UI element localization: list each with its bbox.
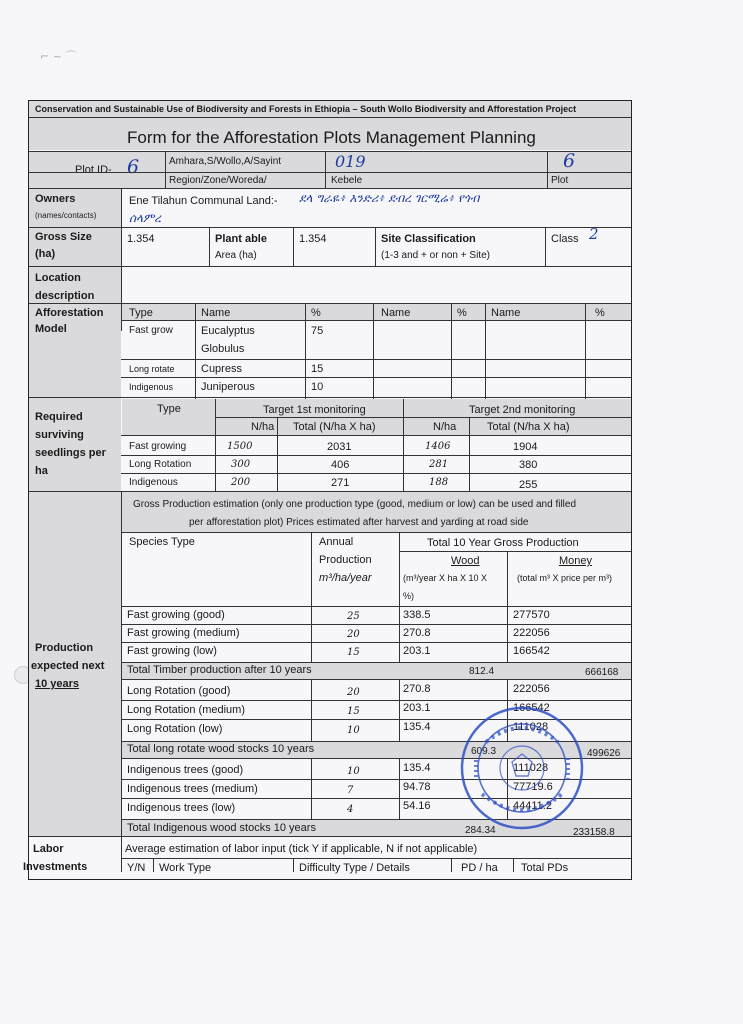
class-value: 2 (589, 225, 599, 243)
long-low-name: Long Rotation (low) (127, 723, 223, 735)
seedlings-long-n2: 281 (429, 459, 449, 470)
seedlings-indig-n2: 188 (429, 477, 449, 488)
plot-label: Plot (551, 175, 569, 186)
total-long-wood: 609.3 (471, 746, 497, 757)
total-timber-wood: 812.4 (469, 666, 495, 677)
seedlings-indig-n1: 200 (231, 477, 251, 488)
nha-1-header: N/ha (251, 421, 275, 433)
indig-good-annual: 10 (347, 766, 360, 777)
afm-row1-type: Fast grow (129, 325, 173, 336)
region-value: Amhara,S/Wollo,A/Sayint (169, 156, 282, 167)
long-low-money: 111028 (513, 721, 549, 733)
official-stamp (456, 702, 588, 834)
total-timber-label: Total Timber production after 10 years (127, 664, 312, 676)
plantable-label: Plant able (215, 233, 267, 245)
fast-good-money: 277570 (513, 609, 550, 621)
fast-low-wood: 203.1 (403, 645, 431, 657)
long-medium-annual: 15 (347, 706, 360, 717)
seedlings-indig-t1: 271 (331, 477, 350, 489)
kebele-value: 019 (335, 152, 366, 171)
afm-header-name: Name (201, 307, 231, 319)
annual-header-2: Production (319, 554, 372, 566)
wood-sub-1: (m³/year X ha X 10 X (403, 573, 488, 583)
seedlings-long-t2: 380 (519, 459, 538, 471)
annual-header-3: m³/ha/year (319, 572, 372, 584)
project-title: Conservation and Sustainable Use of Biodiversity and Forests in Ethiopia – South Wollo Biodiversity and Afforestation Project (35, 104, 577, 114)
afforestation-label-2: Model (35, 323, 67, 335)
long-medium-name: Long Rotation (medium) (127, 704, 246, 716)
owners-sublabel: (names/contacts) (35, 211, 97, 220)
indig-medium-money: 77719.6 (513, 781, 553, 793)
afm-row1-name: Eucalyptus (201, 325, 255, 337)
seedlings-fast-n2: 1406 (425, 441, 451, 452)
target-2-header: Target 2nd monitoring (469, 404, 576, 416)
site-class-sub: (1-3 and + or non + Site) (381, 250, 490, 261)
seedlings-long-t1: 406 (331, 459, 350, 471)
seedlings-indig-type: Indigenous (129, 477, 178, 488)
gross-size-value: 1.354 (127, 233, 155, 245)
total-1-header: Total (N/ha X ha) (293, 421, 376, 433)
fast-medium-annual: 20 (347, 629, 360, 640)
labor-note: Average estimation of labor input (tick Y if applicable, N if not applicable) (125, 843, 478, 855)
region-label: Region/Zone/Woreda/ (169, 175, 267, 186)
afm-row3-name: Juniperous (201, 381, 255, 393)
form-title: Form for the Afforestation Plots Management Planning (127, 128, 536, 147)
production-note-2: per afforestation plot) Prices estimated after harvest and yarding at road side (189, 517, 529, 528)
seedlings-label-3: seedlings per (35, 447, 106, 459)
total-long-money: 499626 (587, 748, 621, 759)
plot-id-label: Plot ID- (75, 164, 112, 176)
gross-size-label: Gross Size (35, 231, 92, 243)
indig-medium-wood: 94.78 (403, 781, 431, 793)
afm-row2-pct: 15 (311, 363, 324, 375)
plot-id-value: 6 (127, 156, 140, 178)
labor-header-work-type: Work Type (159, 862, 212, 874)
wood-header: Wood (451, 555, 480, 567)
labor-header-difficulty: Difficulty Type / Details (299, 862, 410, 874)
indig-good-name: Indigenous trees (good) (127, 764, 244, 776)
owners-handwritten-1: ደላ ግራዬ፥ እንድሪ፥ ደብረ ገርሚሬ፥ የጎብ (299, 191, 480, 205)
money-header: Money (559, 555, 593, 567)
seedlings-label-1: Required (35, 411, 83, 423)
owners-label: Owners (35, 193, 76, 205)
seedlings-indig-t2: 255 (519, 479, 538, 491)
fast-low-name: Fast growing (low) (127, 645, 217, 657)
plantable-value: 1.354 (299, 233, 327, 245)
total-indig-money: 233158.8 (573, 827, 615, 838)
production-label-1: Production (35, 642, 94, 654)
seedlings-fast-n1: 1500 (227, 441, 253, 452)
afm-header-pct-3: % (595, 307, 605, 319)
indig-medium-annual: 7 (347, 785, 354, 796)
fast-low-money: 166542 (513, 645, 550, 657)
long-medium-money: 166542 (513, 702, 550, 714)
long-low-annual: 10 (347, 725, 360, 736)
labor-label-1: Labor (33, 843, 64, 855)
total-long-label: Total long rotate wood stocks 10 years (127, 743, 315, 755)
afm-row3-type: Indigenous (129, 382, 174, 392)
target-1-header: Target 1st monitoring (263, 404, 366, 416)
total-indig-label: Total Indigenous wood stocks 10 years (127, 822, 316, 834)
afm-header-name-2: Name (381, 307, 411, 319)
species-type-header: Species Type (129, 536, 195, 548)
seedlings-fast-t1: 2031 (327, 441, 352, 453)
indig-low-wood: 54.16 (403, 800, 431, 812)
indig-low-name: Indigenous trees (low) (127, 802, 236, 814)
fast-good-name: Fast growing (good) (127, 609, 225, 621)
seedlings-long-n1: 300 (231, 459, 251, 470)
afm-row2-name: Cupress (201, 363, 242, 375)
indig-low-annual: 4 (347, 804, 354, 815)
afm-row1-pct: 75 (311, 325, 324, 337)
afm-header-pct: % (311, 307, 321, 319)
long-good-name: Long Rotation (good) (127, 685, 231, 697)
pencil-scribble: ⌐ ~ ⌒ (40, 50, 77, 63)
owners-handwritten-2: ሰላምረ (129, 211, 161, 225)
wood-sub-2: %) (403, 591, 414, 601)
long-low-wood: 135.4 (403, 721, 431, 733)
long-good-annual: 20 (347, 687, 360, 698)
class-label: Class (551, 233, 579, 245)
fast-medium-wood: 270.8 (403, 627, 431, 639)
long-good-wood: 270.8 (403, 683, 431, 695)
fast-good-annual: 25 (347, 611, 360, 622)
fast-medium-money: 222056 (513, 627, 550, 639)
total-indig-wood: 284.34 (465, 825, 496, 836)
seedlings-long-type: Long Rotation (129, 459, 192, 470)
seedlings-type-header: Type (157, 403, 181, 415)
gross-size-sublabel: (ha) (35, 248, 56, 260)
fast-low-annual: 15 (347, 647, 360, 658)
seedlings-label-2: surviving (35, 429, 84, 441)
production-label-2: expected next (31, 660, 105, 672)
afm-row2-type: Long rotate (129, 364, 175, 374)
nha-2-header: N/ha (433, 421, 457, 433)
owners-value: Ene Tilahun Communal Land:- (129, 195, 278, 207)
kebele-label: Kebele (331, 175, 363, 186)
indig-low-money: 44411.2 (513, 800, 552, 812)
indig-good-money: 111028 (513, 762, 549, 774)
afm-header-pct-2: % (457, 307, 467, 319)
long-medium-wood: 203.1 (403, 702, 431, 714)
production-label-3: 10 years (35, 678, 80, 690)
afm-header-name-3: Name (491, 307, 521, 319)
seedlings-label-4: ha (35, 465, 48, 477)
labor-header-total-pds: Total PDs (521, 862, 569, 874)
total-10-header: Total 10 Year Gross Production (427, 537, 579, 549)
production-note-1: Gross Production estimation (only one production type (good, medium or low) can be used and filled (133, 499, 577, 510)
seedlings-fast-t2: 1904 (513, 441, 538, 453)
fast-good-wood: 338.5 (403, 609, 431, 621)
afforestation-label-1: Afforestation (35, 307, 104, 319)
afm-row1-name2: Globulus (201, 343, 245, 355)
afm-header-type: Type (129, 307, 153, 319)
total-2-header: Total (N/ha X ha) (487, 421, 570, 433)
indig-medium-name: Indigenous trees (medium) (127, 783, 258, 795)
location-label: Location description (35, 272, 95, 302)
indig-good-wood: 135.4 (403, 762, 431, 774)
plot-value: 6 (563, 150, 576, 172)
labor-label-2: Investments (23, 861, 88, 873)
fast-medium-name: Fast growing (medium) (127, 627, 240, 639)
labor-header-pd-ha: PD / ha (461, 862, 498, 874)
afm-row3-pct: 10 (311, 381, 324, 393)
seedlings-fast-type: Fast growing (129, 441, 187, 452)
plantable-sub: Area (ha) (215, 250, 257, 261)
total-timber-money: 666168 (585, 667, 619, 678)
annual-header-1: Annual (319, 536, 354, 548)
site-class-label: Site Classification (381, 233, 476, 245)
long-good-money: 222056 (513, 683, 550, 695)
money-sub: (total m³ X price per m³) (517, 573, 613, 583)
labor-header-yn: Y/N (127, 862, 146, 874)
